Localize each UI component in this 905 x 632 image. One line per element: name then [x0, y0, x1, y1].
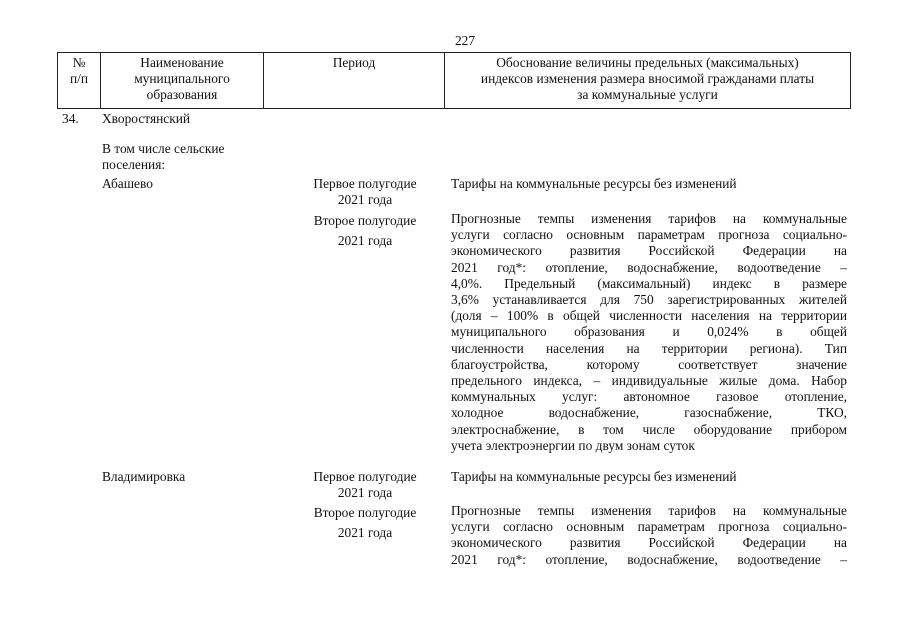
- text-line: 2021 год*: отопление, водоснабжение, водоотведение –: [451, 551, 847, 567]
- text-line: 3,6% устанавливается для 750 зарегистрированных жителей: [451, 292, 847, 308]
- text-line: экономического развития Российской Федерации на: [451, 535, 847, 551]
- text-line: предельного индекса, – индивидуальные жилые дома. Набор: [451, 373, 847, 389]
- district-name: Хворостянский: [102, 111, 191, 126]
- header-number: № п/п: [58, 53, 101, 108]
- text-line: Прогнозные темпы изменения тарифов на коммунальные: [451, 211, 847, 226]
- page-number: 227: [454, 33, 476, 48]
- district-subtitle: В том числе сельские поселения:: [102, 141, 225, 173]
- justification-text: [451, 469, 847, 485]
- text-line: благоустройства, которому соответствует значение: [451, 356, 847, 372]
- period-second-half: Второе полугодие 2021 года: [313, 505, 417, 540]
- text-line: 2021 год*: отопление, водоснабжение, водоотведение –: [451, 259, 847, 275]
- text-line: (доля – 100% в общей численности населения на территории: [451, 308, 847, 324]
- period-second-half: Второе полугодие 2021 года: [313, 213, 417, 248]
- text-line: электроснабжение, в том числе оборудование прибором: [451, 421, 847, 437]
- text-line: 4,0%. Предельный (максимальный) индекс в размере: [451, 275, 847, 291]
- text-line: услуги согласно основным параметрам прогноза социально-: [451, 519, 847, 535]
- text-line: Прогнозные темпы изменения тарифов на коммунальные: [451, 503, 847, 518]
- period-first-half: Первое полугодие 2021 года: [313, 469, 417, 501]
- header-municipality: Наименование муниципального образования: [101, 53, 264, 108]
- text-line: численности населения на территории региона). Тип: [451, 340, 847, 356]
- header-period: Период: [264, 53, 445, 108]
- text-line: экономического развития Российской Федерации на: [451, 243, 847, 259]
- settlement-name: Владимировка: [102, 469, 186, 484]
- justification-text: [451, 503, 847, 568]
- text-line: Тарифы на коммунальные ресурсы без изменений: [451, 176, 737, 191]
- period-first-half: Первое полугодие 2021 года: [313, 176, 417, 208]
- settlement-name: Абашево: [102, 176, 153, 191]
- text-line: коммунальных услуг: автономное газовое отопление,: [451, 389, 847, 405]
- district-number: 34.: [62, 111, 79, 126]
- text-line: учета электроэнергии по двум зонам суток: [451, 437, 695, 453]
- text-line: услуги согласно основным параметрам прогноза социально-: [451, 227, 847, 243]
- table-header: [57, 52, 851, 109]
- header-justification: Обоснование величины предельных (максимальных) индексов изменения размера вносимой гражданами платы за коммунальные услуги: [480, 55, 815, 103]
- text-line: муниципального образования и 0,024% в общей: [451, 324, 847, 340]
- text-line: холодное водоснабжение, газоснабжение, ТКО,: [451, 405, 847, 421]
- text-line: Тарифы на коммунальные ресурсы без изменений: [451, 469, 737, 484]
- justification-text: [451, 211, 847, 454]
- justification-text: [451, 176, 847, 192]
